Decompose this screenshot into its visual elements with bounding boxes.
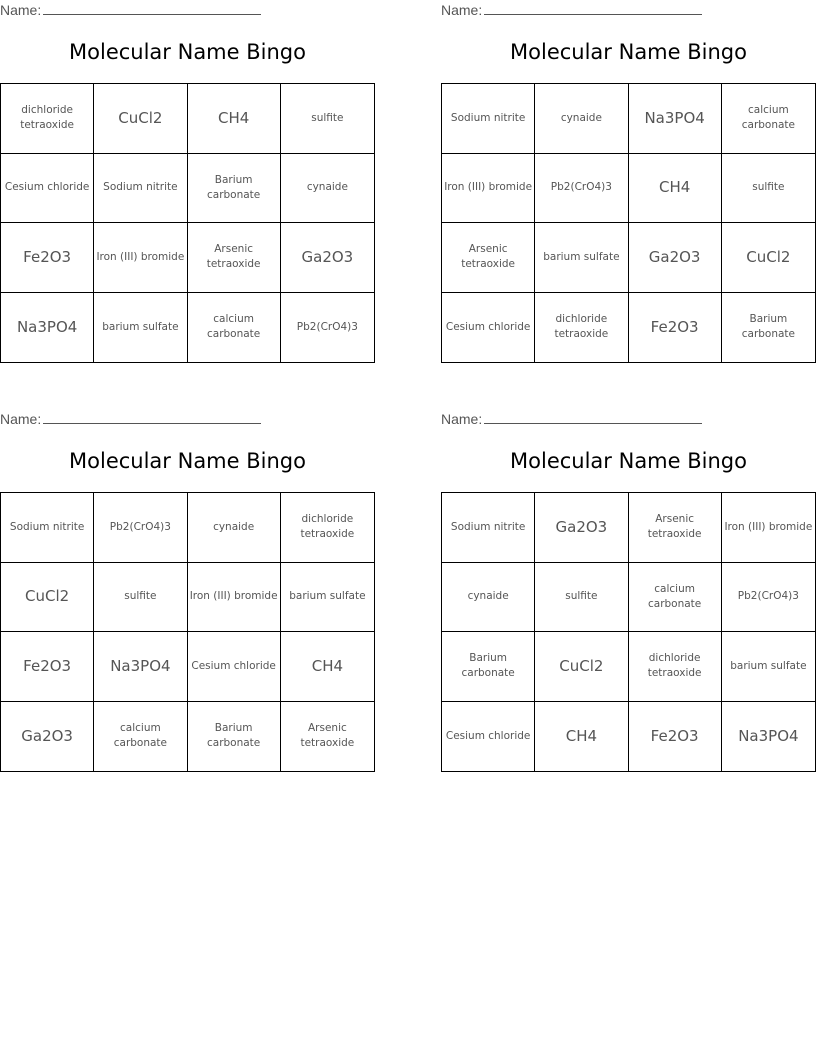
name-underline[interactable] (43, 411, 261, 424)
bingo-cell: Barium carbonate (188, 702, 281, 772)
bingo-card-4 (441, 409, 816, 771)
bingo-cell: Arsenic tetraoxide (629, 493, 722, 563)
bingo-cell: Pb2(CrO4)3 (722, 563, 815, 633)
bingo-cell: Iron (III) bromide (722, 493, 815, 563)
bingo-cell: Sodium nitrite (94, 154, 187, 224)
card-title: Molecular Name Bingo (510, 449, 747, 473)
name-label: Name: (0, 411, 42, 427)
bingo-cell: Sodium nitrite (442, 493, 535, 563)
bingo-cell: Fe2O3 (1, 223, 94, 293)
bingo-grid (441, 83, 816, 363)
bingo-cell: Cesium chloride (442, 702, 535, 772)
name-field[interactable] (0, 2, 261, 20)
bingo-cell: barium sulfate (281, 563, 374, 633)
bingo-cell: Sodium nitrite (1, 493, 94, 563)
bingo-cell: barium sulfate (535, 223, 628, 293)
bingo-cell: CuCl2 (94, 84, 187, 154)
bingo-cell: Na3PO4 (738, 726, 799, 745)
bingo-cell: Na3PO4 (629, 84, 722, 154)
bingo-cell: Cesium chloride (442, 293, 535, 363)
bingo-cell: sulfite (722, 154, 815, 224)
bingo-cell: CH4 (535, 702, 628, 772)
bingo-cell: Cesium chloride (188, 632, 281, 702)
name-underline[interactable] (484, 411, 702, 424)
bingo-cell: CH4 (629, 154, 722, 224)
card-title: Molecular Name Bingo (69, 449, 306, 473)
bingo-cell: sulfite (535, 563, 628, 633)
bingo-grid (0, 492, 375, 772)
bingo-cell: Iron (III) bromide (442, 154, 535, 224)
card-title: Molecular Name Bingo (510, 40, 747, 64)
bingo-cell: Barium carbonate (741, 313, 796, 341)
bingo-cell: Ga2O3 (281, 223, 374, 293)
name-field[interactable] (441, 411, 702, 429)
bingo-cell: Ga2O3 (629, 223, 722, 293)
bingo-cell: Pb2(CrO4)3 (94, 493, 187, 563)
bingo-cell: Ga2O3 (1, 702, 94, 772)
bingo-cell: calcium carbonate (629, 563, 722, 633)
bingo-cell: CH4 (188, 84, 281, 154)
bingo-cell: Arsenic tetraoxide (300, 722, 355, 750)
bingo-cell: cynaide (535, 84, 628, 154)
bingo-cell: Ga2O3 (535, 493, 628, 563)
bingo-cell: dichloride tetraoxide (629, 632, 722, 702)
bingo-cell: Barium carbonate (442, 632, 535, 702)
name-underline[interactable] (484, 2, 702, 15)
bingo-cell: Iron (III) bromide (188, 563, 281, 633)
bingo-cell: cynaide (442, 563, 535, 633)
bingo-cell: barium sulfate (94, 293, 187, 363)
bingo-card-2 (441, 0, 816, 362)
name-label: Name: (0, 2, 42, 18)
card-title: Molecular Name Bingo (69, 40, 306, 64)
bingo-grid (441, 492, 816, 772)
bingo-cell: Arsenic tetraoxide (188, 223, 281, 293)
bingo-cell: CuCl2 (1, 563, 94, 633)
name-field[interactable] (441, 2, 702, 20)
bingo-cell: sulfite (281, 84, 374, 154)
bingo-cell: Cesium chloride (1, 154, 94, 224)
bingo-cell: Iron (III) bromide (94, 223, 187, 293)
bingo-cell: Pb2(CrO4)3 (296, 320, 358, 333)
bingo-cell: dichloride tetraoxide (535, 293, 628, 363)
bingo-cell: cynaide (281, 154, 374, 224)
bingo-cell: calcium carbonate (722, 84, 815, 154)
bingo-cell: Na3PO4 (1, 293, 94, 363)
bingo-cell: barium sulfate (722, 632, 815, 702)
bingo-cell: dichloride tetraoxide (1, 84, 94, 154)
bingo-cell: sulfite (94, 563, 187, 633)
bingo-cell: calcium carbonate (188, 293, 281, 363)
bingo-cell: cynaide (188, 493, 281, 563)
bingo-cell: calcium carbonate (94, 702, 187, 772)
bingo-cell: Na3PO4 (94, 632, 187, 702)
bingo-cell: Pb2(CrO4)3 (535, 154, 628, 224)
bingo-cell: Sodium nitrite (442, 84, 535, 154)
bingo-cell: Arsenic tetraoxide (442, 223, 535, 293)
bingo-cell: Fe2O3 (629, 702, 722, 772)
bingo-cell: Fe2O3 (1, 632, 94, 702)
bingo-grid (0, 83, 375, 363)
bingo-card-3 (0, 409, 375, 771)
name-underline[interactable] (43, 2, 261, 15)
bingo-card-1 (0, 0, 375, 362)
bingo-cell: CuCl2 (535, 632, 628, 702)
bingo-cell: CH4 (281, 632, 374, 702)
bingo-cell: Barium carbonate (188, 154, 281, 224)
name-field[interactable] (0, 411, 261, 429)
name-label: Name: (441, 411, 483, 427)
bingo-cell: CuCl2 (722, 223, 815, 293)
bingo-cell: dichloride tetraoxide (281, 493, 374, 563)
bingo-cell: Fe2O3 (629, 293, 722, 363)
name-label: Name: (441, 2, 483, 18)
